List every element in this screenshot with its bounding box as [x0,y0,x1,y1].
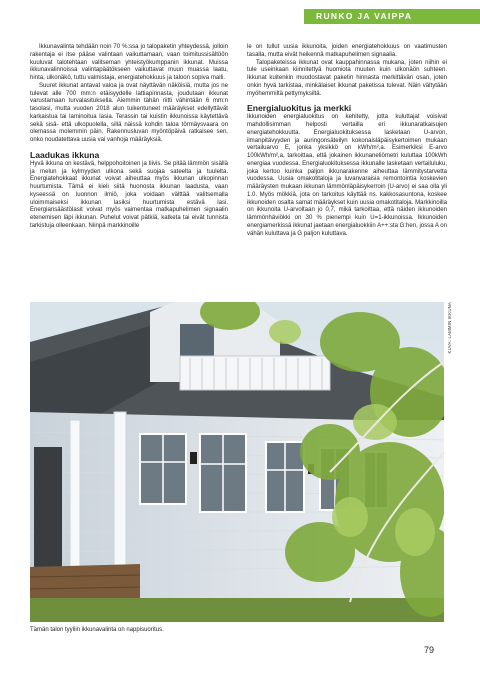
porch-pillar [70,420,80,590]
lawn [30,598,444,622]
house-photo [30,302,444,622]
left-column [30,44,228,231]
body-paragraph: Hyvä ikkuna on kestävä, helppohoitoinen ja tiivis. Se pitää lämmön sisällä ja melun ja kylmyyden ulkona sekä suojaa sateelta ja tuulelta. Energiatehokkaat ikkunat voivat aiheuttaa myös ikkunan ulkopinnan huurtumista. Tämä ei kieli siitä huonosta ikkunan laadusta, vaan kyseessä on luonnon ilmiö, joka voidaan välttää valitsemalla uloimmaiseksi ikkunan lasiksi huurtumista estävä lasi. Energiansäästölasit voivat myös vaimentaa matkapuhelimen signaalin etenemisen läpi ikkunan. Puhelut voivat pätkiä, katketa tai eivät tunnista tarkistuja olleenkaan. Niinpä markkinoille [30,160,228,229]
page-number: 79 [424,645,435,655]
section-title: RUNKO JA VAIPPA [304,9,480,24]
subheading-laadukas: Laadukas ikkuna [30,149,100,160]
body-paragraph: le on tullut uusia ikkunoita, joiden energiatehokkuus on vaatimusten tasalla, mutta eivät heikennä matkapuhelimen signaalia. [247,44,447,58]
photo-credit-text: KUVA: LAMMIN IKKUNA [447,302,452,354]
wooden-deck [30,564,140,602]
photo-caption: Tämän talon tyyliin ikkunavalinta on nappisuoritus. [30,627,164,633]
house-illustration [30,302,444,622]
photo-credit [447,302,456,382]
front-door [34,447,62,577]
body-paragraph: Ikkunavalinta tehdään noin 70 %:ssa jo talopaketin yhteydessä, jolloin rakentaja ei itse pääse valintaan vaikuttamaan, vaan toimitussisältöön kuuluvat talotehtaan valitseman yhteistyökumppanin ikkunat. Muissa ikkunavalinnoissa valintapäätökseen vaikuttavat muun muassa laatu, hinta, ulkonäkö, tuttu valmistaja, energiatehokkuus ja taloon sopiva malli. [30,44,228,81]
right-column [247,44,447,238]
subheading-energia: Energialuokitus ja merkki [247,103,352,114]
wall-lamp [190,452,197,464]
body-paragraph: Talopaketeissa ikkunat ovat kauppahinnassa mukana, joten niihin ei tule useinkaan kiinnitettyä huomiota muuten kuin ulkonäön suhteen. Ikkunat kuitenkin muodostavat paketin hinnasta merkittävän osan, joten onkin hyvä tarkistaa, minkälaiset ikkunat paketissa tulevat. Näin vältytään myöhemmiltä pettymyksiltä. [247,59,447,97]
body-paragraph: Suuret ikkunat antavat valoa ja ovat näyttävän näköisiä, mutta jos ne tulevat alle 700 mm:n etäisyydelle lattiapinnasta, joudutaan ikkunat varustamaan turvalasituksella. Aiemmin tähän riitti vähintään 6 mm:n tasolasi, mutta vuoden 2018 alun tuikentuneet määräykset edellyttävät karkaistua tai laminoitua lasia. Terassin tai kuistin ikkunoissa käytettävä sekä sisä- että ulkopuolella, sillä näissä kohdin taloa törmäysvaara on olemassa molemmin päin. Rakennusluvan myöntöpäivä ratkaisee sen, onko noudatettava uusia vai vanhoja määräyksiä. [30,82,228,143]
body-paragraph: Ikkunoiden energialuokitus on kehitetty, jotta kuluttajat voisivat mahdollisimman helposti vertailla eri ikkunaratkaisujen energiatehokkuutta. Energialuokituksessa lasketaan U-arvon, ilmanpitävyyden ja auringonsäteilyn kokonaisläpäisykertoimen mukaan vertailuarvo E, jonka yksikkö on kWh/m²,a. Esimerkiksi E-arvo 100kWh/m²,a, tarkoittaa, että jokainen ikkunaneliömetri kuluttaa 100kWh energiaa vuodessa. Energialuokituksessa ikkunalle lasketaan vertailuluku, joka kertoo kuinka paljon ikkunarakenne aiheuttaa lämmitystarvetta vuodessa. Uusia omakotitaloja ja luvanvaraisia remontointia koskevien määräysten mukaan ikkunan lämmönläpäisykerroin (U-arvo) ei saa olla yli 1.0. Myös mökkiä, jota on tarkoitus käyttää ns. kakkosasuntona, koskee ikkunoiden osalta samat määräykset kuin uusia omakotitaloja. Markkinoilla on ikkunoita U-arvoltaan jo 0,7, mikä tarkoittaa, että näiden ikkunoiden lämmönhäviökki on 30 % pienempi kuin U=1-ikkunoissa. Ikkunoiden energiamerkissä ikkunat jaetaan energialuokkiin A++:sta G:hen, jossa A on vähän kuluttava ja G paljon kuluttava. [247,114,448,237]
porch-pillar [114,412,126,587]
